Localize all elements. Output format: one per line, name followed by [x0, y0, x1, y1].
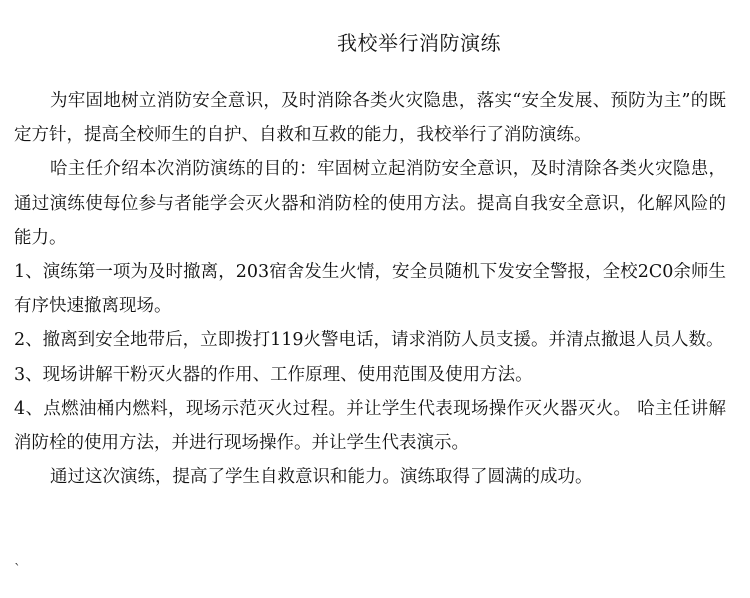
paragraph-step-2: 2、撤离到安全地带后，立即拨打119火警电话，请求消防人员支援。并清点撤退人员人数。 [14, 330, 724, 351]
paragraph-step-4: 4、点燃油桶内燃料，现场示范灭火过程。并让学生代表现场操作灭火器灭火。 哈主任讲解消防栓的使用方法，并进行现场操作。并让学生代表演示。 [14, 398, 726, 454]
document-body [14, 84, 726, 494]
paragraph-intro: 为牢固地树立消防安全意识，及时消除各类火灾隐患，落实“安全发展、预防为主”的既定方针，提高全校师生的自护、自救和互救的能力，我校举行了消防演练。 [14, 91, 726, 146]
trailing-mark: ` [14, 562, 21, 578]
paragraph-step-1: 1、演练第一项为及时撤离，203宿舍发生火情，安全员随机下发安全警报，全校2C0余师生有序快速撤离现场。 [14, 262, 726, 317]
paragraph-purpose: 哈主任介绍本次消防演练的目的：牢固树立起消防安全意识，及时清除各类火灾隐患，通过演练使每位参与者能学会灭火器和消防栓的使用方法。提高自我安全意识，化解风险的能力。 [14, 159, 726, 248]
paragraph-conclusion: 通过这次演练，提高了学生自救意识和能力。演练取得了圆满的成功。 [50, 467, 593, 488]
document-title: 我校举行消防演练 [337, 31, 501, 55]
paragraph-step-3: 3、现场讲解干粉灭火器的作用、工作原理、使用范围及使用方法。 [14, 364, 533, 385]
